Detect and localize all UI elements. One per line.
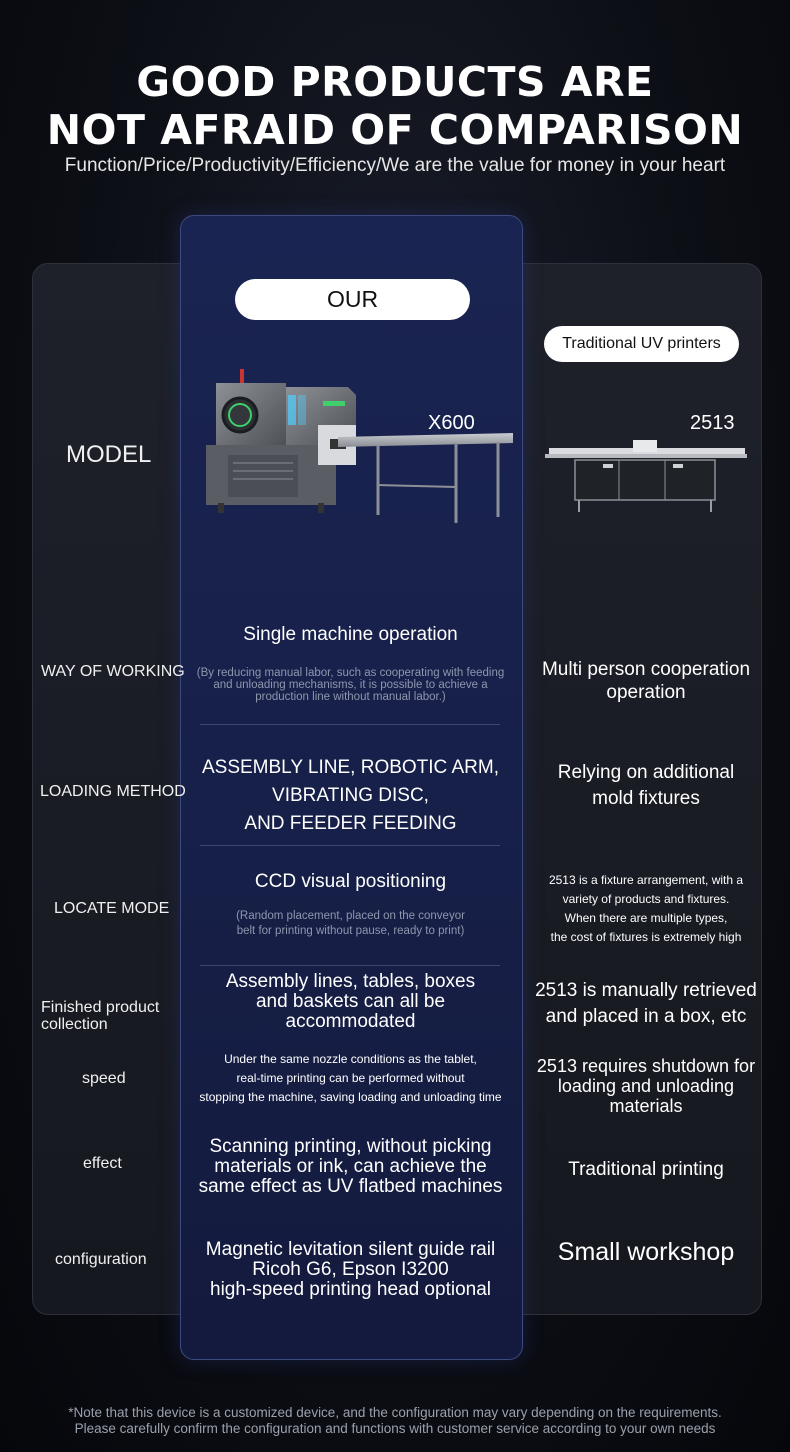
locate-traditional-text: 2513 is a fixture arrangement, with a variety of products and fixtures. When there are multiple types, the cost of fixtures is extremely high — [548, 873, 744, 944]
configuration-row-label: configuration — [55, 1251, 147, 1268]
our-column-header: OUR — [235, 279, 470, 320]
x600-printer-image — [198, 365, 518, 535]
effect-traditional-text: Traditional printing — [568, 1159, 724, 1180]
locate-our-title: CCD visual positioning — [254, 871, 447, 892]
row-divider — [200, 724, 500, 725]
traditional-column-header: Traditional UV printers — [544, 326, 739, 362]
working-row-label: WAY OF WORKING — [41, 663, 185, 680]
title-line-2: NOT AFRAID OF COMPARISON — [46, 106, 744, 154]
loading-traditional-text: Relying on additional mold fixtures — [557, 762, 735, 809]
footer-note: *Note that this device is a customized device, and the configuration may vary depending on the requirements. Please carefully confirm the configuration and functions with customer service according to your own needs — [68, 1405, 722, 1436]
traditional-model-name: 2513 — [690, 412, 735, 434]
locate-our-note: (Random placement, placed on the conveyor belt for printing without pause, ready to print) — [236, 910, 465, 937]
row-divider — [200, 845, 500, 846]
page-subtitle: Function/Price/Productivity/Efficiency/We are the value for money in your heart — [64, 155, 726, 176]
speed-row-label: speed — [82, 1070, 126, 1087]
2513-printer-image — [543, 438, 748, 518]
loading-row-label: LOADING METHOD — [40, 783, 186, 800]
finished-row-label: Finished product collection — [41, 999, 160, 1033]
row-divider — [200, 965, 500, 966]
model-row-label: MODEL — [66, 441, 152, 468]
effect-our-text: Scanning printing, without picking materials or ink, can achieve the same effect as UV flatbed machines — [198, 1136, 503, 1197]
speed-traditional-text: 2513 requires shutdown for loading and unloading materials — [536, 1056, 756, 1116]
speed-our-text: Under the same nozzle conditions as the tablet, real-time printing can be performed without stopping the machine, saving loading and unloading time — [199, 1052, 502, 1104]
finished-our-text: Assembly lines, tables, boxes and baskets can all be accommodated — [225, 971, 476, 1032]
effect-row-label: effect — [83, 1155, 122, 1172]
configuration-traditional-text: Small workshop — [557, 1238, 735, 1266]
finished-traditional-text: 2513 is manually retrieved and placed in a box, etc — [535, 980, 757, 1027]
configuration-our-text: Magnetic levitation silent guide rail Ricoh G6, Epson I3200 high-speed printing head optional — [205, 1239, 496, 1300]
our-model-name: X600 — [428, 412, 475, 434]
working-traditional-text: Multi person cooperation operation — [541, 659, 751, 703]
title-line-1: GOOD PRODUCTS ARE — [136, 58, 654, 106]
working-our-note: (By reducing manual labor, such as cooperating with feeding and unloading mechanisms, it is possible to achieve a production line without manual labor.) — [196, 667, 505, 703]
loading-our-text: ASSEMBLY LINE, ROBOTIC ARM, VIBRATING DISC, AND FEEDER FEEDING — [201, 757, 500, 834]
working-our-title: Single machine operation — [243, 624, 458, 645]
locate-row-label: LOCATE MODE — [54, 900, 170, 917]
page-title — [0, 58, 790, 154]
